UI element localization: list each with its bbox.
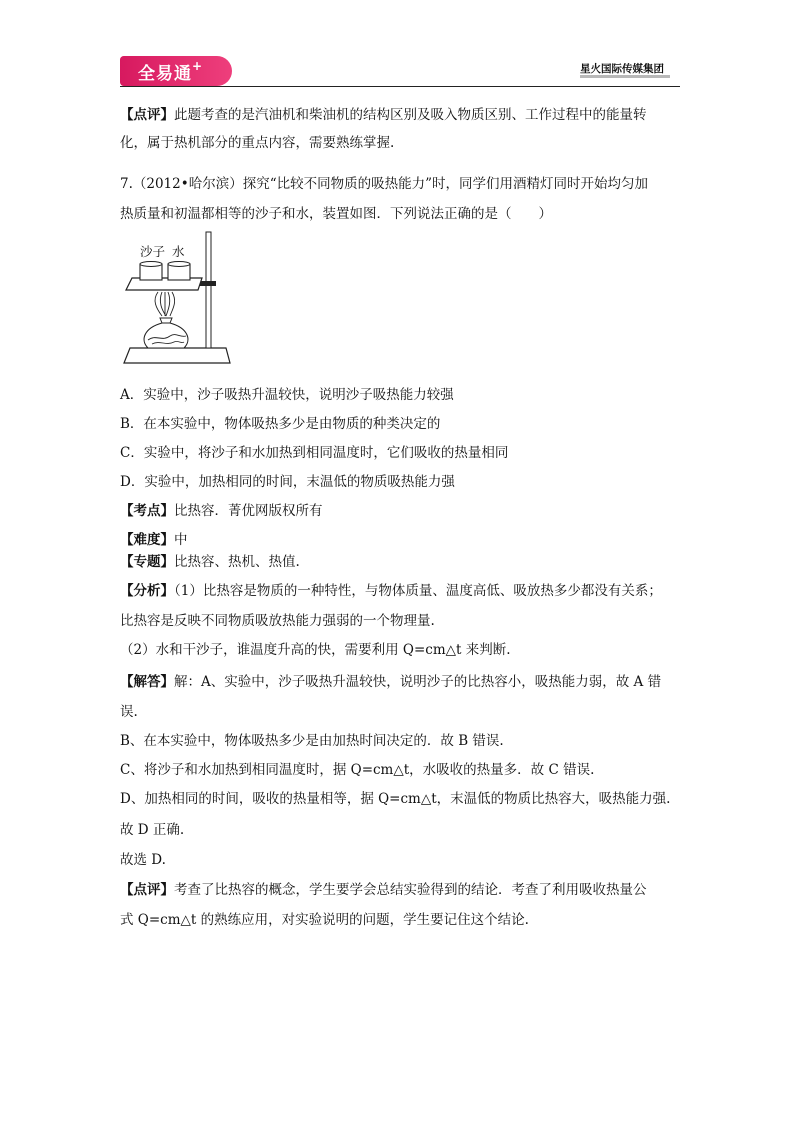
option-a: A．实验中，沙子吸热升温较快，说明沙子吸热能力较强 [120, 387, 454, 403]
fenxi-line-1: 【分析】（1）比热容是物质的一种特性，与物体质量、温度高低、吸放热多少都没有关系； [120, 583, 662, 599]
option-d: D．实验中，加热相同的时间，末温低的物质吸热能力强 [120, 474, 455, 490]
dianping-line-2: 式 Q=cm△t 的熟练应用，对实验说明的问题，学生要记住这个结论. [120, 912, 529, 928]
jieda-line-5: D、加热相同的时间，吸收的热量相等，据 Q=cm△t，末温低的物质比热容大，吸热能力强. [120, 791, 671, 807]
question-line-2: 热质量和初温都相等的沙子和水，装置如图．下列说法正确的是（ ） [120, 206, 552, 222]
jieda-line-2: 误. [120, 704, 138, 720]
option-c: C．实验中，将沙子和水加热到相同温度时，它们吸收的热量相同 [120, 445, 509, 461]
apparatus-figure [122, 230, 232, 366]
logo-text: 全易通+ [138, 59, 204, 84]
prev-comment-line-1: 【点评】此题考查的是汽油机和柴油机的结构区别及吸入物质区别、工作过程中的能量转 [120, 107, 647, 123]
brand-logo [120, 56, 232, 86]
prev-comment-line-2: 化，属于热机部分的重点内容，需要熟练掌握. [120, 135, 395, 151]
jieda-line-1: 【解答】解：A、实验中，沙子吸热升温较快，说明沙子的比热容小，吸热能力弱，故 A 错 [120, 674, 662, 690]
option-b: B．在本实验中，物体吸热多少是由物质的种类决定的 [120, 416, 441, 432]
question-line-1: 7.（2012•哈尔滨）探究“比较不同物质的吸热能力”时，同学们用酒精灯同时开始均匀加 [120, 176, 649, 192]
jieda-line-6: 故 D 正确. [120, 822, 185, 838]
jieda-line-4: C、将沙子和水加热到相同温度时，据 Q=cm△t，水吸收的热量多．故 C 错误. [120, 762, 595, 778]
kaodian-line: 【考点】比热容．菁优网版权所有 [120, 503, 323, 519]
dianping-line-1: 【点评】考查了比热容的概念，学生要学会总结实验得到的结论．考查了利用吸收热量公 [120, 882, 647, 898]
jieda-line-7: 故选 D. [120, 852, 166, 868]
fenxi-line-2: 比热容是反映不同物质吸放热能力强弱的一个物理量. [120, 613, 435, 629]
group-name: 星火国际传媒集团 [580, 63, 664, 75]
jieda-line-3: B、在本实验中，物体吸热多少是由加热时间决定的．故 B 错误. [120, 733, 504, 749]
header-rule [120, 86, 680, 87]
label-water: 水 [172, 244, 185, 259]
zhuanti-line: 【专题】比热容、热机、热值. [120, 554, 300, 570]
nandu-line: 【难度】中 [120, 532, 188, 548]
label-sand: 沙子 [140, 244, 166, 259]
group-subline [580, 75, 670, 78]
fenxi-line-3: （2）水和干沙子，谁温度升高的快，需要利用 Q=cm△t 来判断. [120, 642, 511, 658]
